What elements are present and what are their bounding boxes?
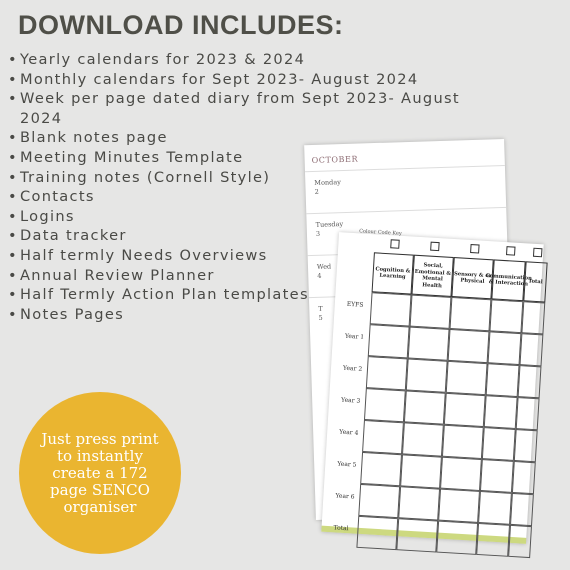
tracker-column-header: Communication & Interaction	[491, 259, 525, 301]
colour-key-checkbox	[430, 242, 440, 252]
tracker-cell	[444, 393, 486, 427]
colour-code-key-label: Colour Code Key	[358, 228, 402, 237]
tracker-page-preview	[321, 228, 543, 544]
tracker-row-label: Year 3	[340, 396, 361, 405]
tracker-cell	[446, 361, 488, 395]
colour-key-checkbox	[533, 248, 543, 258]
tracker-row-label: Year 2	[342, 364, 363, 373]
tracker-column-header: Social, Emotional & Mental Health	[412, 255, 454, 297]
tracker-cell	[368, 324, 410, 358]
diary-day-date: 3	[315, 229, 321, 238]
diary-day-date: 2	[314, 187, 319, 196]
tracker-cell	[480, 459, 514, 493]
diary-day-name: T	[318, 304, 323, 313]
includes-item: • Week per page dated diary from Sept 2023- August 2024	[8, 89, 508, 128]
tracker-column-header: Sensory & or Physical	[451, 257, 493, 299]
tracker-row-label: EYFS	[346, 300, 364, 309]
diary-day-date: 5	[318, 313, 323, 322]
colour-key-checkbox	[506, 246, 516, 256]
badge-line: Just press print	[41, 429, 159, 448]
page-title: DOWNLOAD INCLUDES:	[18, 10, 344, 40]
tracker-cell	[489, 299, 523, 333]
diary-day-name: Monday	[314, 178, 341, 187]
tracker-cell	[516, 397, 540, 430]
diary-day-name: Wed	[316, 262, 332, 271]
includes-item: • Notes Pages	[8, 305, 508, 325]
includes-item: • Annual Review Planner	[8, 266, 508, 286]
tracker-cell	[512, 461, 536, 494]
tracker-cell	[482, 427, 516, 461]
colour-key-checkbox	[470, 244, 480, 254]
tracker-cell	[521, 301, 545, 334]
badge-line: create a 172	[52, 463, 148, 482]
tracker-cell	[484, 395, 518, 429]
tracker-column-header: Cognition & Learning	[372, 252, 414, 294]
includes-item: • Logins	[8, 207, 508, 227]
includes-item: • Blank notes page	[8, 128, 508, 148]
tracker-cell	[410, 295, 452, 329]
badge-line: to instantly	[57, 446, 143, 465]
tracker-cell	[520, 333, 544, 366]
tracker-cell	[362, 420, 404, 454]
includes-item: • Half termly Needs Overviews	[8, 246, 508, 266]
tracker-cell	[450, 297, 492, 331]
tracker-cell	[408, 327, 450, 361]
tracker-cell	[510, 493, 534, 526]
includes-item: • Contacts	[8, 187, 508, 207]
includes-item: • Training notes (Cornell Style)	[8, 168, 508, 188]
includes-item: • Data tracker	[8, 226, 508, 246]
diary-month: OCTOBER	[311, 154, 359, 166]
tracker-row-label: Year 1	[344, 332, 365, 341]
tracker-cell	[508, 525, 532, 558]
tracker-cell	[404, 390, 446, 424]
tracker-cell	[402, 422, 444, 456]
badge-line: page SENCO	[50, 480, 150, 499]
tracker-cell	[440, 457, 482, 491]
colour-key-checkbox	[390, 239, 400, 249]
tracker-cell	[400, 454, 442, 488]
tracker-cell	[518, 365, 542, 398]
tracker-cell	[438, 489, 480, 523]
tracker-cell	[358, 484, 400, 518]
diary-day-name: Tuesday	[315, 220, 344, 229]
badge-line: organiser	[63, 497, 137, 516]
tracker-cell	[360, 452, 402, 486]
tracker-cell	[442, 425, 484, 459]
tracker-cell	[396, 518, 438, 552]
includes-item: • Monthly calendars for Sept 2023- August 2024	[8, 70, 508, 90]
tracker-cell	[370, 292, 412, 326]
tracker-cell	[476, 523, 510, 557]
includes-item: • Yearly calendars for 2023 & 2024	[8, 50, 508, 70]
tracker-row-label: Year 4	[339, 428, 359, 437]
tracker-cell	[398, 486, 440, 520]
tracker-cell	[486, 363, 520, 397]
tracker-cell	[366, 356, 408, 390]
tracker-row-label: Year 6	[335, 492, 355, 501]
tracker-cell	[514, 429, 538, 462]
tracker-cell	[406, 358, 448, 392]
tracker-row-label: Total	[333, 524, 349, 533]
includes-item: • Half Termly Action Plan templates	[8, 285, 508, 305]
tracker-cell	[488, 331, 522, 365]
diary-day-date: 4	[317, 271, 322, 280]
print-badge	[19, 392, 181, 554]
includes-item: • Meeting Minutes Template	[8, 148, 508, 168]
tracker-cell	[356, 516, 398, 550]
tracker-row-label: Year 5	[337, 460, 357, 469]
tracker-column-header: Total	[523, 261, 547, 302]
tracker-cell	[478, 491, 512, 525]
tracker-cell	[436, 521, 478, 555]
tracker-cell	[364, 388, 406, 422]
tracker-cell	[448, 329, 490, 363]
